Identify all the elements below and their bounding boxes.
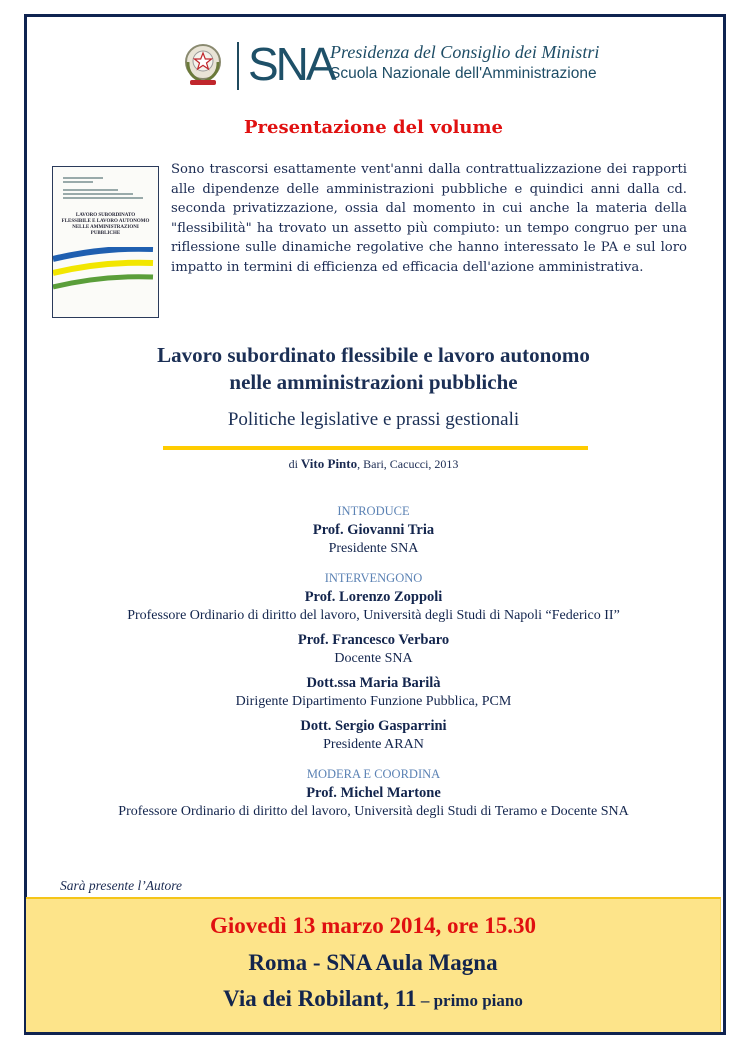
speaker-name: Prof. Francesco Verbaro bbox=[297, 632, 450, 648]
cover-text-line bbox=[63, 177, 103, 179]
book-byline bbox=[0, 456, 747, 472]
event-info-box bbox=[26, 897, 721, 1032]
role-introduce: INTRODUCE bbox=[337, 504, 410, 518]
event-date-time: Giovedì 13 marzo 2014, ore 15.30 bbox=[210, 913, 536, 938]
cover-title: LAVORO SUBORDINATO FLESSIBILE E LAVORO AUTONOMO NELLE AMMINISTRAZIONI PUBBLICHE bbox=[61, 213, 150, 236]
logo-presidenza: Presidenza del Consiglio dei Ministri bbox=[330, 42, 600, 62]
italian-republic-emblem-icon bbox=[183, 42, 223, 88]
speaker-affiliation: Presidente ARAN bbox=[323, 737, 424, 752]
event-address: Via dei Robilant, 11 bbox=[223, 986, 417, 1011]
programme bbox=[0, 503, 747, 826]
book-subtitle: Politiche legislative e prassi gestionali bbox=[227, 409, 520, 430]
book-title-line2: nelle amministrazioni pubbliche bbox=[229, 370, 518, 394]
cover-stripes bbox=[53, 247, 158, 307]
speaker-affiliation: Professore Ordinario di diritto del lavoro, Università degli Studi di Teramo e Docente SNA bbox=[118, 804, 629, 819]
speaker-name: Prof. Giovanni Tria bbox=[312, 522, 435, 538]
cover-stripe-yellow bbox=[53, 263, 153, 273]
cover-text-line bbox=[63, 189, 118, 191]
book-title-line1: Lavoro subordinato flessibile e lavoro autonomo bbox=[157, 343, 590, 367]
role-modera: MODERA E COORDINA bbox=[306, 767, 441, 781]
speaker-name: Dott. Sergio Gasparrini bbox=[300, 718, 447, 734]
book-publication: , Bari, Cacucci, 2013 bbox=[357, 457, 459, 471]
book-title bbox=[0, 342, 747, 396]
speaker-name: Prof. Lorenzo Zoppoli bbox=[304, 589, 443, 605]
speaker-name: Prof. Michel Martone bbox=[306, 785, 441, 801]
event-floor: – primo piano bbox=[416, 991, 523, 1010]
event-venue: Roma - SNA Aula Magna bbox=[248, 950, 498, 975]
logo-divider bbox=[237, 42, 239, 90]
cover-stripe-blue bbox=[53, 249, 153, 259]
byline-prefix: di bbox=[288, 457, 298, 471]
cover-text-line bbox=[63, 197, 143, 199]
speaker-affiliation: Presidente SNA bbox=[328, 541, 419, 556]
speaker-affiliation: Dirigente Dipartimento Funzione Pubblica, PCM bbox=[235, 694, 512, 709]
event-address-line bbox=[26, 986, 720, 1012]
speaker-name: Dott.ssa Maria Barilà bbox=[306, 675, 441, 691]
intro-paragraph: Sono trascorsi esattamente vent'anni dalla contrattualizzazione dei rapporti alle dipendenze delle amministrazioni pubbliche e quindici anni dalla cd. seconda privatizzazione, ossia dal momento in cui anche la materia della "flessibilità" ha trovato un assetto più compiuto: un tempo congruo per una riflessione sulle dinamiche regolative che hanno interessato le PA e sul loro impatto in termini di efficienza ed efficacia dell'azione amministrativa. bbox=[171, 162, 687, 275]
gold-divider bbox=[163, 446, 588, 450]
author-note: Sarà presente l’Autore bbox=[60, 878, 182, 893]
presentation-title: Presentazione del volume bbox=[243, 117, 504, 138]
sna-logo bbox=[180, 38, 600, 94]
book-author: Vito Pinto bbox=[300, 456, 358, 471]
cover-text-line bbox=[63, 193, 133, 195]
cover-text-line bbox=[63, 181, 93, 183]
speaker-affiliation: Docente SNA bbox=[334, 651, 413, 666]
logo-scuola: Scuola Nazionale dell'Amministrazione bbox=[330, 65, 597, 82]
cover-stripe-green bbox=[53, 277, 153, 287]
book-cover-image bbox=[52, 166, 159, 318]
role-intervengono: INTERVENGONO bbox=[324, 571, 423, 585]
speaker-affiliation: Professore Ordinario di diritto del lavoro, Università degli Studi di Napoli “Federico II” bbox=[127, 608, 620, 623]
logo-acronym: SNA bbox=[248, 38, 334, 90]
